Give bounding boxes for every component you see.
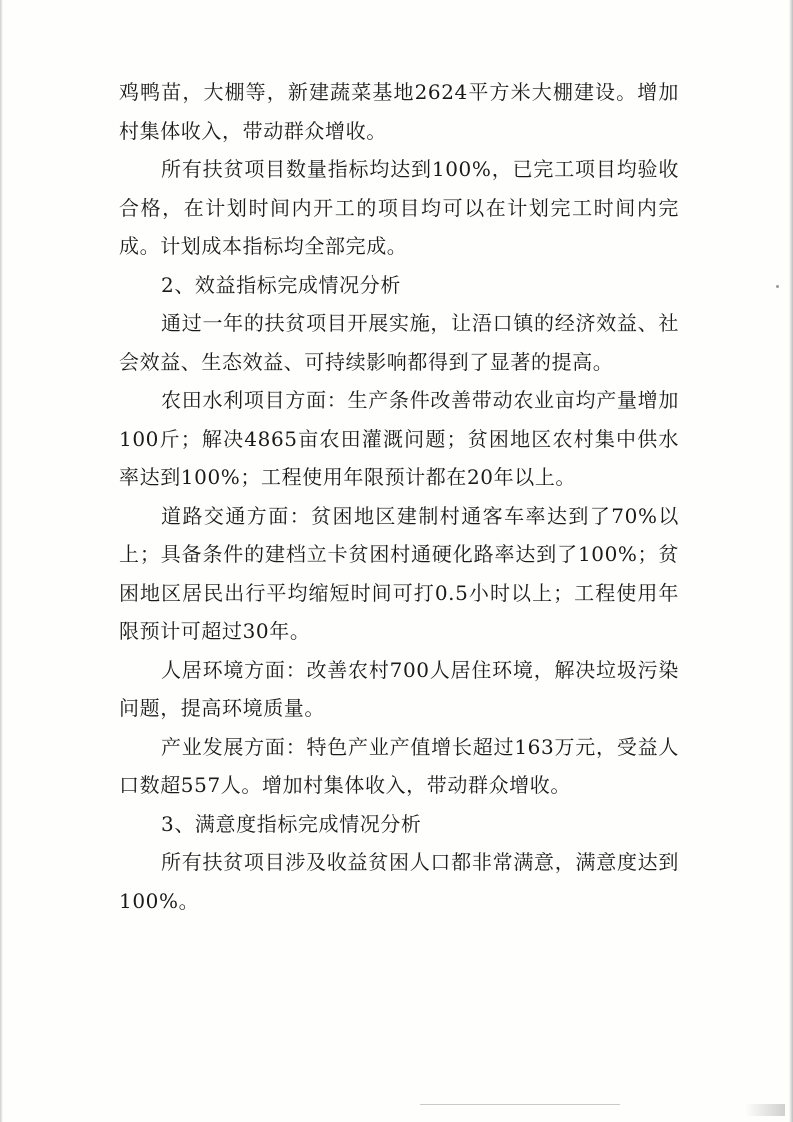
scan-speck xyxy=(776,285,779,288)
fold-line xyxy=(420,1104,620,1105)
paragraph-water: 农田水利项目方面：生产条件改善带动农业亩均产量增加100斤；解决4865亩农田灌溉问题；贫困地区农村集中供水率达到100%；工程使用年限预计都在20年以上。 xyxy=(119,388,679,489)
paragraph-roads: 道路交通方面：贫困地区建制村通客车率达到了70%以上；具备条件的建档立卡贫困村通硬化路率达到了100%；贫困地区居民出行平均缩短时间可打0.5小时以上；工程使用年限预计可超过30年。 xyxy=(119,503,679,643)
section-heading-benefit: 2、效益指标完成情况分析 xyxy=(161,272,401,297)
document-body xyxy=(119,73,679,920)
paragraph-3: 通过一年的扶贫项目开展实施，让浯口镇的经济效益、社会效益、生态效益、可持续影响都得到了显著的提高。 xyxy=(119,311,679,374)
paragraph-1: 鸡鸭苗，大棚等，新建蔬菜基地2624平方米大棚建设。增加村集体收入，带动群众增收。 xyxy=(119,80,679,143)
paragraph-living: 人居环境方面：改善农村700人居住环境，解决垃圾污染问题，提高环境质量。 xyxy=(119,657,679,720)
scan-right-edge xyxy=(789,0,793,1122)
scan-corner-shadow xyxy=(745,1104,785,1116)
paragraph-satisfaction: 所有扶贫项目涉及收益贫困人口都非常满意，满意度达到100%。 xyxy=(119,850,679,913)
paragraph-2: 所有扶贫项目数量指标均达到100%，已完工项目均验收合格，在计划时间内开工的项目均可以在计划完工时间内完成。计划成本指标均全部完成。 xyxy=(119,157,679,258)
scan-left-edge xyxy=(0,0,3,1122)
paragraph-industry: 产业发展方面：特色产业产值增长超过163万元，受益人口数超557人。增加村集体收入，带动群众增收。 xyxy=(119,734,679,797)
section-heading-satisfaction: 3、满意度指标完成情况分析 xyxy=(161,811,422,836)
